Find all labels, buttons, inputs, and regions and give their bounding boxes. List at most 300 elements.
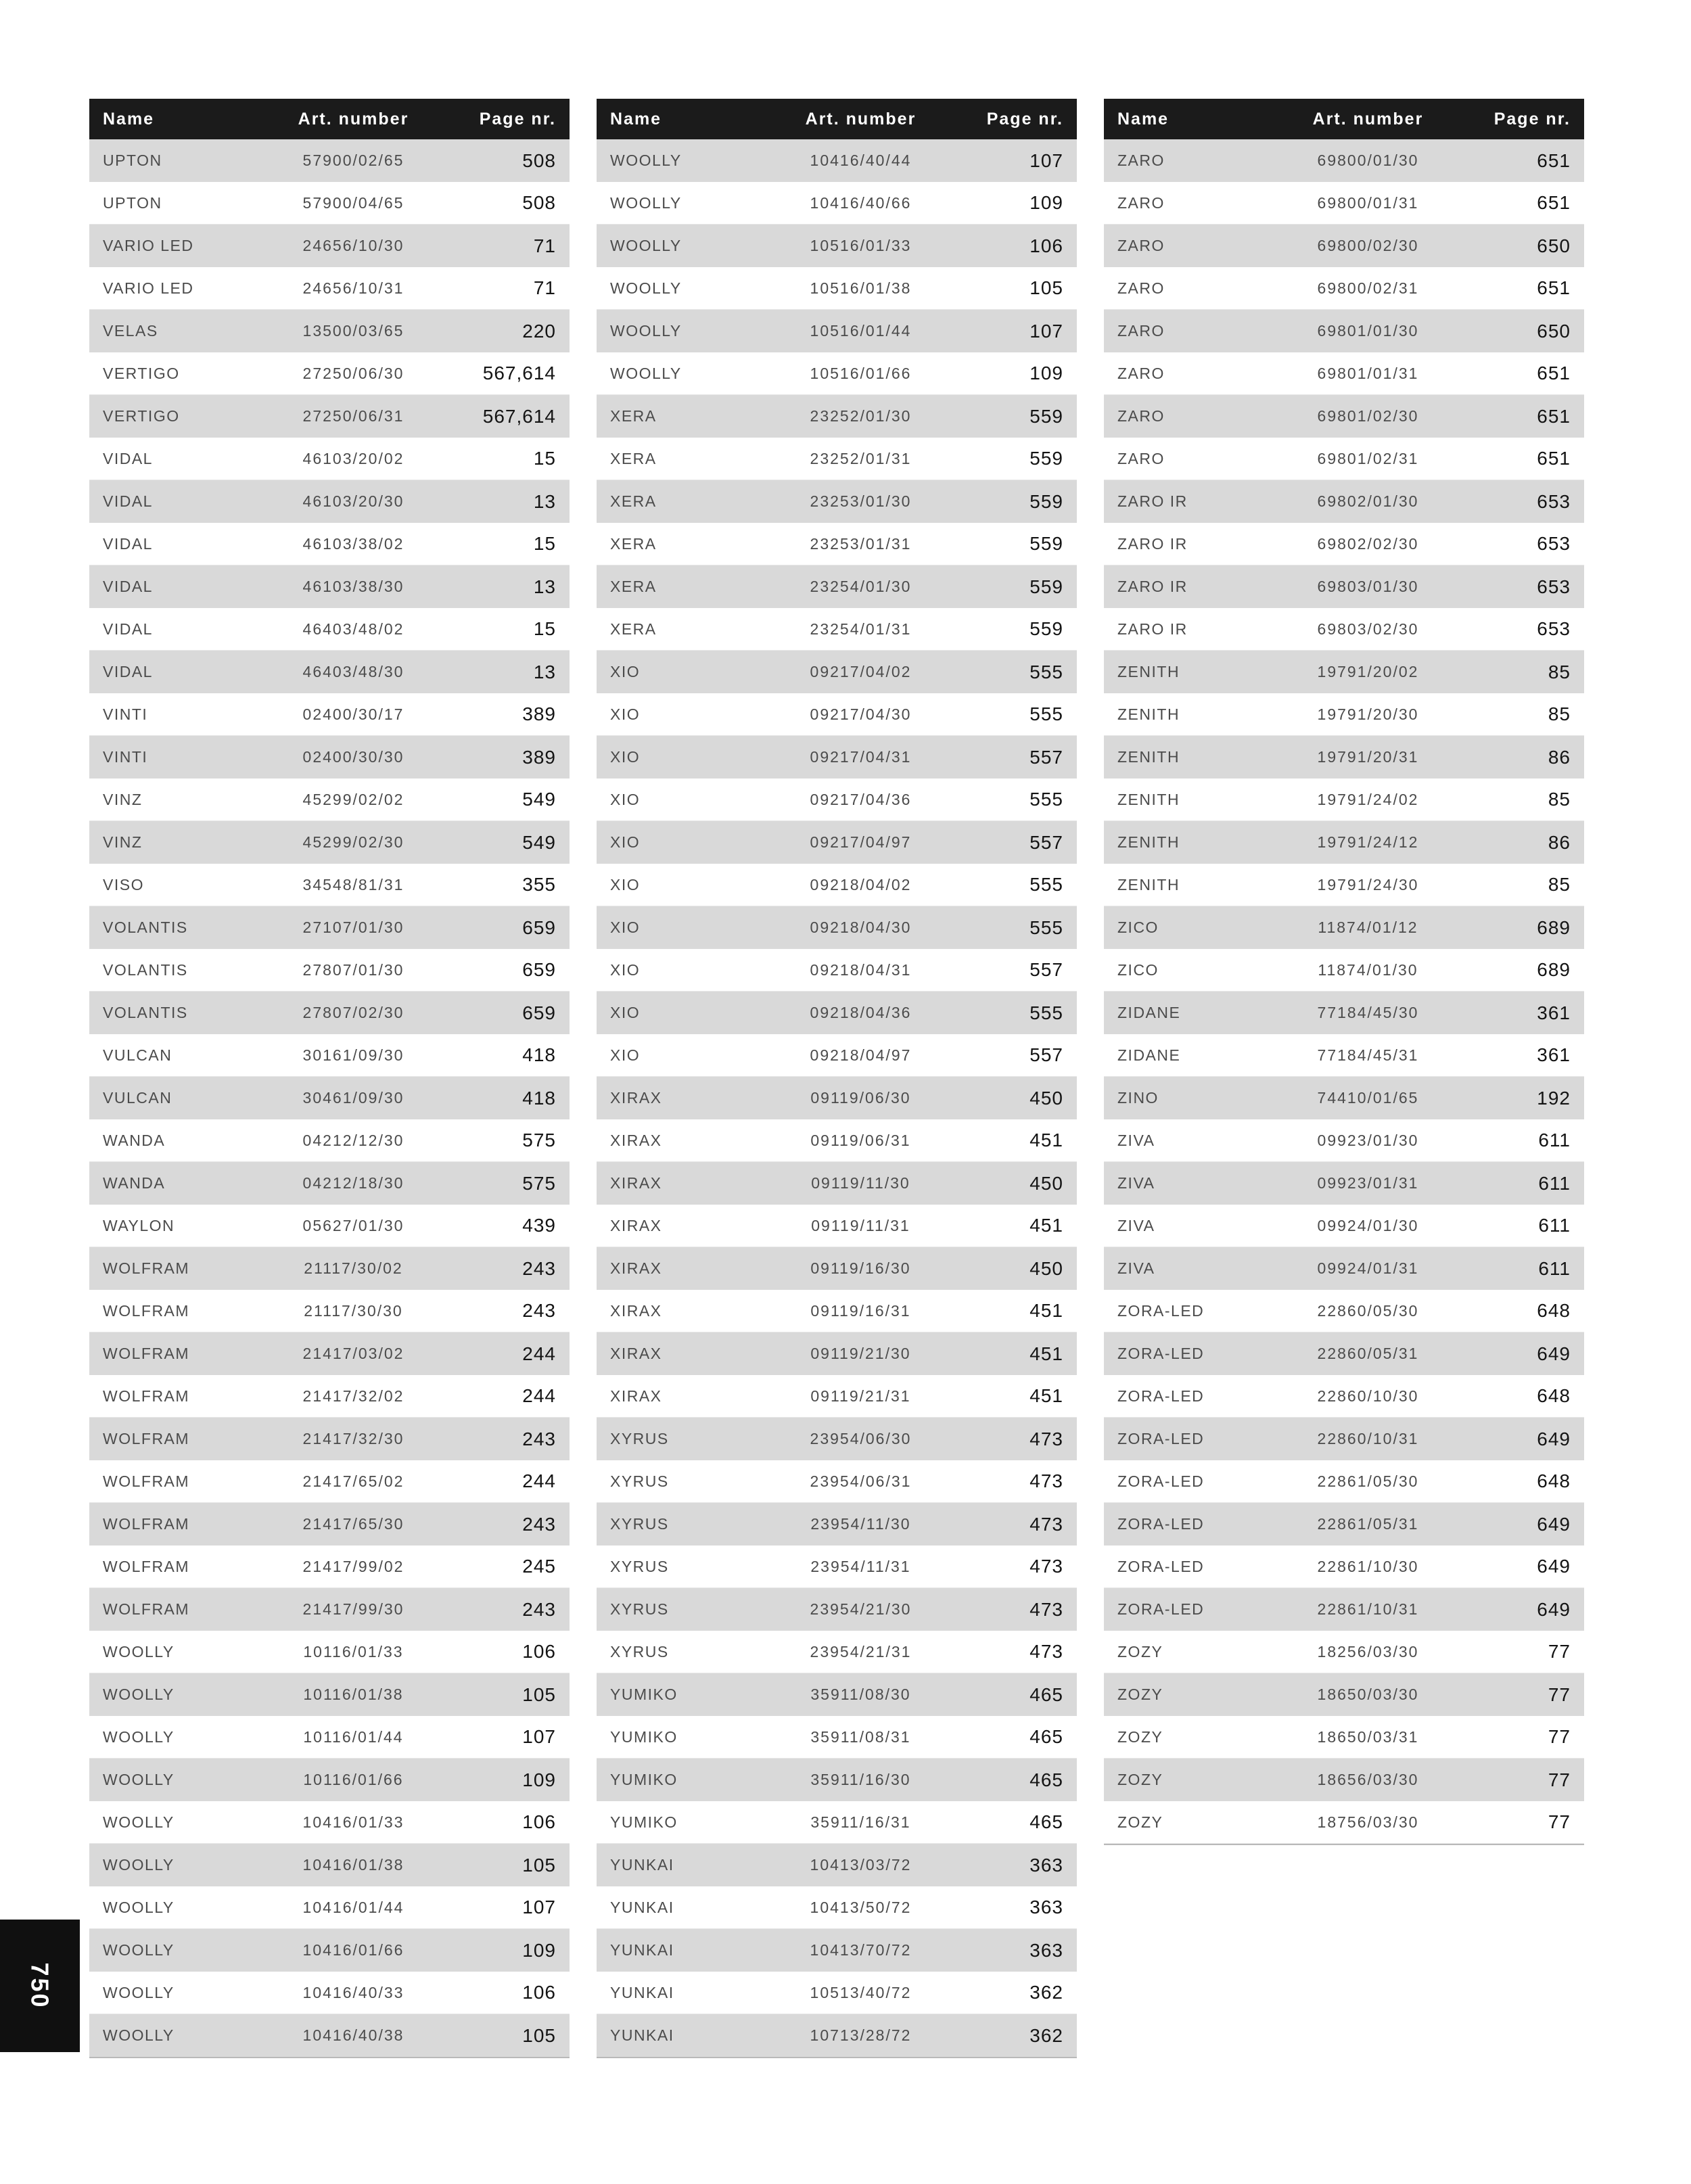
article-number: 10516/01/44 — [810, 322, 912, 340]
product-name: WOLFRAM — [103, 1430, 190, 1447]
page-number: 220 — [522, 320, 556, 342]
product-name: XIO — [610, 705, 641, 723]
table-row — [1104, 949, 1584, 992]
article-number: 46403/48/02 — [302, 620, 404, 638]
page-number: 555 — [1029, 916, 1063, 938]
table-row — [1104, 1759, 1584, 1801]
table-row — [89, 438, 570, 480]
table-row — [89, 1844, 570, 1886]
page-number: 361 — [1537, 1002, 1571, 1023]
table-row — [89, 1034, 570, 1077]
product-name: WOLFRAM — [103, 1345, 190, 1362]
table-row — [1104, 1801, 1584, 1844]
product-name: ZOZY — [1117, 1771, 1163, 1788]
page-number: 653 — [1537, 490, 1571, 512]
product-name: XIRAX — [610, 1301, 662, 1320]
page-number: 450 — [1029, 1172, 1063, 1194]
product-name: WOOLLY — [103, 1642, 175, 1660]
product-name: VARIO LED — [103, 279, 194, 297]
table-row — [89, 651, 570, 693]
page-number: 473 — [1029, 1513, 1063, 1535]
table-row — [1104, 1119, 1584, 1162]
page-number: 77 — [1548, 1641, 1571, 1662]
table-row — [89, 395, 570, 438]
product-name: XIO — [610, 1046, 641, 1064]
page-number: 362 — [1029, 2024, 1063, 2046]
article-number: 21117/30/02 — [304, 1259, 403, 1277]
product-name: ZARO IR — [1117, 578, 1188, 595]
article-number: 18650/03/31 — [1317, 1727, 1419, 1746]
table-row — [597, 651, 1077, 693]
page-number: 559 — [1029, 618, 1063, 639]
table-row — [1104, 395, 1584, 438]
table-body — [597, 139, 1077, 2058]
product-name: WAYLON — [103, 1216, 175, 1234]
table-row — [597, 1077, 1077, 1119]
table-row — [1104, 1290, 1584, 1332]
page-number: 465 — [1029, 1683, 1063, 1705]
table-row — [89, 1332, 570, 1375]
table-row — [1104, 565, 1584, 608]
product-name: ZOZY — [1117, 1642, 1163, 1660]
page-number: 86 — [1548, 831, 1571, 853]
article-number: 09119/16/31 — [810, 1301, 911, 1320]
article-number: 23254/01/31 — [810, 620, 912, 638]
page-number: 750 — [26, 1962, 54, 2009]
table-row — [597, 1972, 1077, 2014]
page-number: 15 — [533, 533, 556, 554]
product-name: VERTIGO — [103, 407, 180, 425]
page-number: 653 — [1537, 533, 1571, 554]
product-name: XERA — [610, 534, 657, 553]
article-number: 35911/16/30 — [810, 1771, 911, 1788]
product-name: WOOLLY — [610, 237, 682, 254]
product-name: WOLFRAM — [103, 1557, 190, 1575]
article-number: 46103/38/30 — [302, 578, 404, 595]
article-number: 09924/01/30 — [1317, 1216, 1419, 1234]
page-number: 106 — [522, 1641, 556, 1662]
article-number: 10416/01/33 — [302, 1813, 404, 1831]
table-row — [1104, 821, 1584, 864]
product-name: ZORA-LED — [1117, 1301, 1205, 1320]
header-page-nr: Page nr. — [986, 109, 1063, 129]
table-row — [1104, 438, 1584, 480]
article-number: 09217/04/36 — [810, 790, 912, 808]
page-number: 85 — [1548, 661, 1571, 682]
table-row — [1104, 608, 1584, 651]
page-number: 106 — [522, 1811, 556, 1832]
page-number: 651 — [1537, 277, 1571, 298]
table-row — [1104, 139, 1584, 182]
page-number: 567,614 — [482, 405, 556, 427]
product-name: ZARO IR — [1117, 492, 1188, 510]
page-number: 450 — [1029, 1257, 1063, 1279]
product-name: WOOLLY — [103, 1983, 175, 2001]
product-name: YUMIKO — [610, 1813, 678, 1831]
header-page-nr: Page nr. — [479, 109, 556, 129]
product-name: ZENITH — [1117, 790, 1180, 808]
article-number: 09218/04/02 — [810, 875, 912, 893]
article-number: 09119/11/30 — [811, 1174, 910, 1192]
page-number: 465 — [1029, 1811, 1063, 1832]
page-number: 473 — [1029, 1470, 1063, 1491]
article-number: 22861/05/30 — [1317, 1472, 1419, 1490]
product-name: VINTI — [103, 748, 148, 766]
article-number: 10413/03/72 — [810, 1856, 912, 1874]
article-number: 27807/01/30 — [302, 960, 404, 979]
table-row — [597, 1332, 1077, 1375]
table-row — [1104, 1631, 1584, 1673]
page-number: 473 — [1029, 1598, 1063, 1620]
table-row — [597, 480, 1077, 523]
table-row — [597, 608, 1077, 651]
table-row — [597, 1801, 1077, 1844]
product-name: YUNKAI — [610, 1856, 674, 1874]
article-number: 10116/01/38 — [303, 1686, 404, 1703]
product-name: UPTON — [103, 193, 162, 212]
table-row — [1104, 906, 1584, 949]
product-name: XYRUS — [610, 1472, 669, 1490]
table-row — [89, 1162, 570, 1205]
page-number: 508 — [522, 192, 556, 213]
product-name: ZINO — [1117, 1089, 1159, 1107]
article-number: 69803/02/30 — [1317, 620, 1419, 638]
product-name: WOOLLY — [103, 1898, 175, 1916]
header-art-number: Art. number — [298, 109, 409, 129]
table-row — [89, 1631, 570, 1673]
article-number: 09119/21/31 — [810, 1387, 911, 1405]
table-row — [1104, 1205, 1584, 1247]
article-number: 69803/01/30 — [1317, 578, 1419, 595]
index-table-2 — [597, 99, 1077, 2058]
table-row — [597, 267, 1077, 310]
product-name: ZIVA — [1117, 1259, 1155, 1277]
product-name: ZENITH — [1117, 875, 1180, 893]
table-row — [1104, 693, 1584, 736]
table-row — [597, 1375, 1077, 1418]
article-number: 09119/06/31 — [810, 1131, 911, 1149]
table-row — [597, 1631, 1077, 1673]
page-number: 649 — [1537, 1343, 1571, 1364]
table-row — [89, 1460, 570, 1503]
article-number: 30161/09/30 — [302, 1046, 404, 1064]
article-number: 27107/01/30 — [302, 919, 404, 936]
table-row — [1104, 736, 1584, 779]
article-number: 23252/01/30 — [810, 407, 912, 425]
header-name: Name — [103, 109, 155, 129]
page-number: 549 — [522, 789, 556, 810]
page-number: 363 — [1029, 1939, 1063, 1961]
article-number: 35911/16/31 — [810, 1813, 911, 1831]
product-name: YUMIKO — [610, 1727, 678, 1746]
product-name: WANDA — [103, 1131, 166, 1149]
page-number: 106 — [522, 1982, 556, 2003]
table-row — [597, 523, 1077, 565]
product-name: ZARO — [1117, 193, 1165, 212]
product-name: WOOLLY — [103, 1941, 175, 1959]
article-number: 22860/05/30 — [1317, 1301, 1419, 1320]
product-name: XYRUS — [610, 1430, 669, 1447]
product-name: ZORA-LED — [1117, 1600, 1205, 1618]
page-number: 243 — [522, 1598, 556, 1620]
article-number: 09217/04/02 — [810, 663, 912, 680]
page-number: 85 — [1548, 789, 1571, 810]
product-name: ZENITH — [1117, 663, 1180, 680]
page-number-badge — [0, 1920, 80, 2052]
article-number: 46103/20/30 — [302, 492, 404, 510]
header-name: Name — [610, 109, 662, 129]
page-number: 439 — [522, 1215, 556, 1236]
product-name: VOLANTIS — [103, 1004, 188, 1021]
article-number: 45299/02/02 — [302, 790, 404, 808]
table-row — [597, 1546, 1077, 1588]
product-name: XIO — [610, 663, 641, 680]
table-row — [89, 779, 570, 821]
table-row — [1104, 352, 1584, 395]
product-name: WOLFRAM — [103, 1515, 190, 1533]
page-number: 107 — [522, 1726, 556, 1747]
product-name: YUMIKO — [610, 1686, 678, 1703]
product-name: ZENITH — [1117, 833, 1180, 851]
page-number: 559 — [1029, 448, 1063, 469]
product-name: XYRUS — [610, 1557, 669, 1575]
product-name: VIDAL — [103, 663, 153, 680]
page-number: 508 — [522, 149, 556, 171]
table-row — [89, 906, 570, 949]
product-name: YUMIKO — [610, 1771, 678, 1788]
page-number: 13 — [533, 490, 556, 512]
header-art-number: Art. number — [805, 109, 917, 129]
table-row — [597, 736, 1077, 779]
table-row — [89, 139, 570, 182]
product-name: WOOLLY — [103, 1856, 175, 1874]
article-number: 24656/10/31 — [302, 279, 404, 297]
table-row — [1104, 225, 1584, 267]
article-number: 11874/01/30 — [1318, 960, 1418, 979]
table-row — [89, 1716, 570, 1759]
table-row — [597, 352, 1077, 395]
page-number: 559 — [1029, 533, 1063, 554]
page-number: 648 — [1537, 1470, 1571, 1491]
table-row — [89, 1972, 570, 2014]
article-number: 09119/11/31 — [811, 1216, 910, 1234]
page-number: 473 — [1029, 1641, 1063, 1662]
page-number: 559 — [1029, 490, 1063, 512]
article-number: 57900/04/65 — [302, 193, 404, 212]
page-number: 651 — [1537, 448, 1571, 469]
product-name: ZOZY — [1117, 1813, 1163, 1831]
article-number: 77184/45/31 — [1317, 1046, 1419, 1064]
table-row — [89, 1673, 570, 1716]
article-number: 69801/02/31 — [1317, 449, 1419, 467]
article-number: 05627/01/30 — [302, 1216, 404, 1234]
table-row — [597, 1290, 1077, 1332]
article-number: 22861/10/31 — [1317, 1600, 1419, 1618]
page-number: 649 — [1537, 1513, 1571, 1535]
article-number: 02400/30/30 — [302, 748, 404, 766]
product-name: VIDAL — [103, 449, 153, 467]
article-number: 10713/28/72 — [810, 2026, 912, 2044]
table-row — [89, 821, 570, 864]
product-name: WOLFRAM — [103, 1387, 190, 1405]
table-row — [89, 1119, 570, 1162]
page-number: 557 — [1029, 959, 1063, 980]
table-row — [1104, 267, 1584, 310]
article-number: 69801/01/31 — [1317, 364, 1419, 382]
product-name: ZARO — [1117, 279, 1165, 297]
table-body — [1104, 139, 1584, 1845]
table-row — [597, 1460, 1077, 1503]
table-row — [89, 736, 570, 779]
table-row — [89, 693, 570, 736]
table-header — [597, 99, 1077, 139]
table-row — [597, 1205, 1077, 1247]
product-name: VULCAN — [103, 1089, 172, 1107]
table-row — [597, 1886, 1077, 1929]
article-number: 10416/40/33 — [302, 1983, 404, 2001]
page-number: 473 — [1029, 1428, 1063, 1449]
product-name: ZICO — [1117, 919, 1159, 936]
table-row — [1104, 1588, 1584, 1631]
table-row — [89, 267, 570, 310]
product-name: VIDAL — [103, 534, 153, 553]
article-number: 19791/24/02 — [1317, 790, 1419, 808]
product-name: YUNKAI — [610, 1941, 674, 1959]
product-name: XIRAX — [610, 1345, 662, 1362]
page-number: 77 — [1548, 1811, 1571, 1832]
article-number: 04212/12/30 — [302, 1131, 404, 1149]
table-header — [1104, 99, 1584, 139]
table-row — [1104, 310, 1584, 352]
product-name: VERTIGO — [103, 364, 180, 382]
table-row — [597, 1673, 1077, 1716]
page-number: 450 — [1029, 1087, 1063, 1109]
table-row — [1104, 1162, 1584, 1205]
product-name: XYRUS — [610, 1642, 669, 1660]
index-table-1 — [89, 99, 570, 2058]
product-name: ZIVA — [1117, 1131, 1155, 1149]
page-number: 465 — [1029, 1726, 1063, 1747]
table-row — [89, 2014, 570, 2057]
article-number: 23954/21/31 — [810, 1642, 912, 1660]
table-row — [1104, 1460, 1584, 1503]
page-number: 659 — [522, 959, 556, 980]
product-name: WOOLLY — [103, 1686, 175, 1703]
table-row — [89, 1801, 570, 1844]
product-name: ZICO — [1117, 960, 1159, 979]
page-number: 659 — [522, 916, 556, 938]
page-number: 555 — [1029, 789, 1063, 810]
product-name: VELAS — [103, 322, 158, 340]
table-row — [597, 1844, 1077, 1886]
product-name: ZENITH — [1117, 705, 1180, 723]
product-name: WOLFRAM — [103, 1472, 190, 1490]
article-number: 69802/02/30 — [1317, 534, 1419, 553]
product-name: XIRAX — [610, 1089, 662, 1107]
article-number: 23954/06/31 — [810, 1472, 912, 1490]
article-number: 22861/05/31 — [1317, 1515, 1419, 1533]
article-number: 46103/20/02 — [302, 449, 404, 467]
table-row — [89, 608, 570, 651]
product-name: XYRUS — [610, 1600, 669, 1618]
page-number: 77 — [1548, 1769, 1571, 1790]
product-name: VOLANTIS — [103, 919, 188, 936]
table-row — [89, 1247, 570, 1290]
page-number: 13 — [533, 661, 556, 682]
product-name: XERA — [610, 407, 657, 425]
article-number: 13500/03/65 — [302, 322, 404, 340]
article-number: 09218/04/36 — [810, 1004, 912, 1021]
article-number: 23252/01/31 — [810, 449, 912, 467]
article-number: 09924/01/31 — [1317, 1259, 1419, 1277]
page-number: 243 — [522, 1300, 556, 1321]
table-row — [1104, 779, 1584, 821]
product-name: XIO — [610, 875, 641, 893]
page-number: 473 — [1029, 1556, 1063, 1577]
page-number: 557 — [1029, 746, 1063, 768]
page-number: 575 — [522, 1172, 556, 1194]
article-number: 69800/02/31 — [1317, 279, 1419, 297]
table-row — [89, 480, 570, 523]
table-row — [597, 438, 1077, 480]
article-number: 19791/20/02 — [1317, 663, 1419, 680]
page-number: 451 — [1029, 1215, 1063, 1236]
page-number: 361 — [1537, 1044, 1571, 1065]
product-name: VIDAL — [103, 492, 153, 510]
product-name: VINZ — [103, 790, 143, 808]
article-number: 45299/02/30 — [302, 833, 404, 851]
table-row — [89, 864, 570, 906]
article-number: 10416/01/66 — [302, 1941, 404, 1959]
product-name: VIDAL — [103, 620, 153, 638]
table-row — [597, 1119, 1077, 1162]
product-name: XIO — [610, 833, 641, 851]
page-number: 651 — [1537, 405, 1571, 427]
article-number: 27250/06/30 — [302, 364, 404, 382]
page-number: 649 — [1537, 1556, 1571, 1577]
product-name: ZORA-LED — [1117, 1557, 1205, 1575]
page-number: 109 — [522, 1939, 556, 1961]
table-row — [89, 523, 570, 565]
table-row — [89, 1546, 570, 1588]
article-number: 21117/30/30 — [304, 1301, 403, 1320]
product-name: ZIVA — [1117, 1174, 1155, 1192]
article-number: 10116/01/44 — [303, 1727, 404, 1746]
product-name: VISO — [103, 875, 144, 893]
product-name: ZORA-LED — [1117, 1387, 1205, 1405]
table-row — [597, 310, 1077, 352]
article-number: 23954/11/31 — [810, 1557, 911, 1575]
product-name: ZARO IR — [1117, 620, 1188, 638]
product-name: XERA — [610, 620, 657, 638]
article-number: 34548/81/31 — [302, 875, 404, 893]
article-number: 18756/03/30 — [1317, 1813, 1419, 1831]
table-row — [89, 1375, 570, 1418]
table-row — [597, 906, 1077, 949]
product-name: WOLFRAM — [103, 1259, 190, 1277]
table-row — [1104, 1716, 1584, 1759]
table-row — [1104, 1418, 1584, 1460]
table-row — [597, 1588, 1077, 1631]
article-number: 21417/65/02 — [302, 1472, 404, 1490]
table-row — [89, 1886, 570, 1929]
article-number: 27807/02/30 — [302, 1004, 404, 1021]
page-number: 651 — [1537, 363, 1571, 384]
article-number: 24656/10/30 — [302, 237, 404, 254]
product-name: WOOLLY — [103, 1771, 175, 1788]
article-number: 35911/08/30 — [810, 1686, 911, 1703]
article-number: 09119/21/30 — [810, 1345, 911, 1362]
